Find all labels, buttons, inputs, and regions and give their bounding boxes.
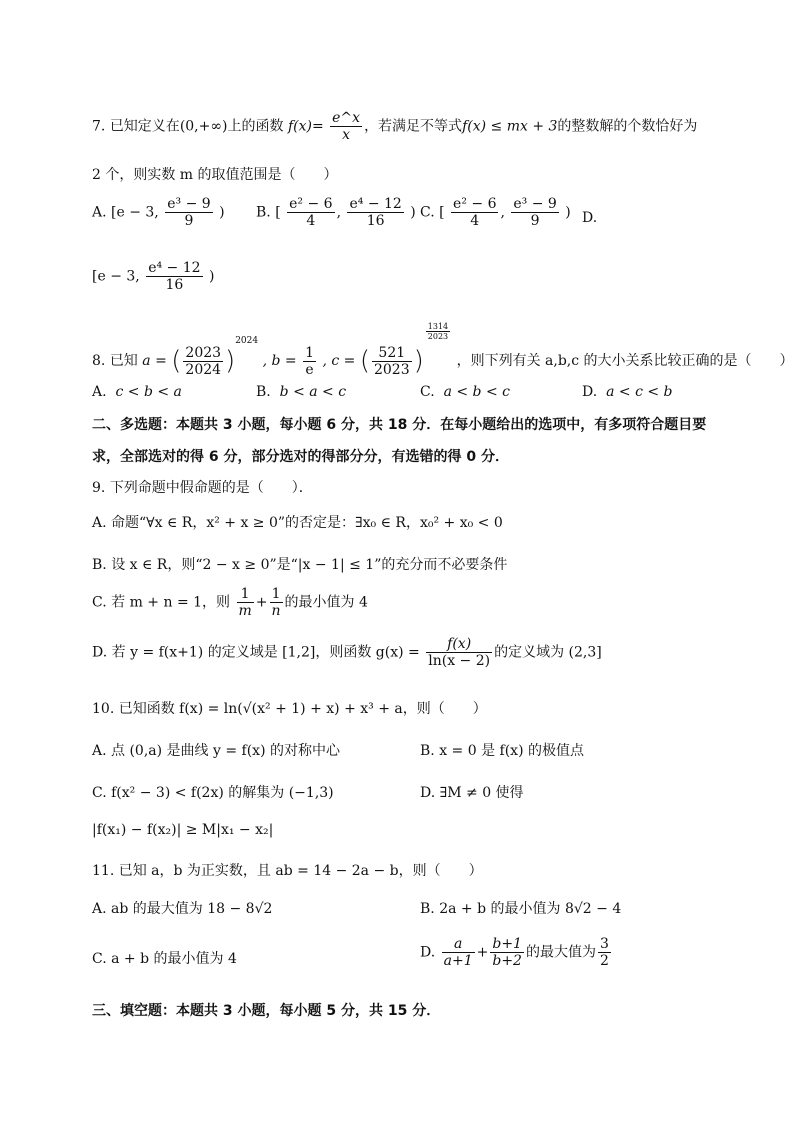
q9-option-c-plus: + (255, 594, 268, 611)
q8-a-exp: 2024 (235, 336, 259, 347)
q8-c-frac (372, 345, 412, 378)
q7-interval: (0,+∞) (179, 118, 228, 135)
q8-option-c (420, 384, 510, 400)
q7-option-d-frac (146, 260, 202, 293)
q7-option-d-left: [e − 3, (92, 268, 140, 285)
q7-option-b: B. [ $\frac{\text{e² − 6}}{4}$ , $\frac{\text{e⁴ − 12}}{16}$ ) (256, 196, 416, 230)
q8-c-def: , c = (322, 353, 356, 370)
q10-number: 10. (92, 701, 115, 717)
q8-stem-b: ，则下列有关 a,b,c 的大小关系比较正确的是（ ） (456, 353, 794, 370)
q11-option-c-text: a + b 的最小值为 4 (111, 951, 237, 967)
q8-c-exp-num: 1314 (427, 322, 449, 331)
q8-option-d (582, 384, 673, 400)
q8-option-a-text: c < b < a (115, 384, 182, 400)
q10-option-a-text: 点 (0,a) 是曲线 y = f(x) 的对称中心 (111, 743, 340, 759)
q10-option-b-text: x = 0 是 f(x) 的极值点 (439, 743, 584, 759)
q7-option-c-n2: e³ − 9 (513, 196, 557, 212)
q7-option-b-label: B. (256, 204, 271, 221)
q11-option-d-d3: 2 (599, 953, 609, 970)
section2-heading-line2: 求，全部选对的得 6 分，部分选对的得部分分，有选错的得 0 分． (92, 449, 509, 465)
q7-option-a-frac (165, 196, 212, 229)
q11-option-d-frac1 (442, 936, 475, 969)
q9-option-c-n2: 1 (270, 586, 283, 603)
q8-b-num: 1 (305, 344, 314, 361)
q8-b-frac (303, 345, 316, 378)
q9-option-c-pre: 若 m + n = 1，则 (111, 594, 231, 611)
q8-option-d-text: a < c < b (606, 384, 673, 400)
q7-option-c-frac1 (451, 196, 498, 229)
q7-option-c-left: [ (439, 204, 445, 221)
q7-option-a-den: 9 (184, 213, 194, 230)
q7-stem-a: 已知定义在 (109, 118, 180, 135)
q9-number: 9. (92, 480, 106, 496)
q7-func-den: x (342, 127, 351, 144)
q11-option-a (92, 898, 272, 918)
q9-stem-text: 下列命题中假命题的是（ ）． (109, 480, 313, 496)
q10-option-a (92, 740, 340, 760)
q7-option-a (92, 196, 225, 229)
q11-option-a-text: ab 的最大值为 18 − 8√2 (111, 901, 273, 917)
q7-option-b-d2: 16 (366, 213, 385, 230)
q8-stem: 8. 已知 a = ( $\frac{2023}{2024}$ )$^{2024}$ , b = $\frac{1}{e}$ , c = ( $\frac{521}{2023}$ ) $\frac{1314}{2023}$ ，则下列有关 a,b,c 的大小关系比较正确的是（ ） (92, 322, 794, 378)
q11-option-b (420, 898, 621, 918)
q9-option-a (92, 512, 734, 532)
q11-stem-text: 已知 a，b 为正实数，且 ab = 14 − 2a − b，则（ ） (118, 863, 483, 879)
q7-ineq: f(x) ≤ mx + 3 (462, 118, 558, 135)
q11-option-b-text: 2a + b 的最小值为 8√2 − 4 (439, 901, 622, 917)
q9-option-c-post: 的最小值为 4 (284, 594, 368, 611)
q8-option-b (256, 384, 346, 400)
q10-option-d-cont: |f(x₁) − f(x₂)| ≥ M|x₁ − x₂| (92, 822, 274, 838)
q10-option-d-text: ∃M ≠ 0 使得 (439, 785, 524, 801)
q7-option-b-d1: 4 (306, 213, 316, 230)
q8-a-den: 2024 (185, 361, 222, 378)
q7-option-c: C. [ $\frac{\text{e² − 6}}{4}$ , $\frac{\text{e³ − 9}}{9}$ ) (420, 196, 571, 230)
q7-option-d-num: e⁴ − 12 (148, 260, 201, 276)
q9-option-b-label: B. (92, 557, 107, 573)
q9-option-c-n1: 1 (237, 586, 254, 603)
q8-b-den: e (305, 361, 314, 378)
q8-option-c-label: C. (420, 384, 435, 400)
q9-option-a-label: A. (92, 515, 107, 531)
q7-option-a-num: e³ − 9 (167, 196, 211, 212)
q10-option-b (420, 740, 584, 760)
q9-option-c-d1: m (238, 603, 252, 620)
q8-c-den: 2023 (373, 361, 410, 378)
q10-stem (92, 698, 734, 718)
q11-option-b-label: B. (420, 901, 435, 917)
q7-option-b-n1: e² − 6 (289, 196, 333, 212)
q8-c-num: 521 (372, 345, 412, 362)
q7-option-c-n1: e² − 6 (453, 196, 497, 212)
q11-option-d-frac2 (490, 936, 524, 969)
q10-option-d (420, 782, 524, 802)
q9-option-c-frac2 (270, 586, 283, 619)
q7-option-a-label: A. (92, 204, 107, 221)
q7-option-a-left: [e − 3, (111, 204, 159, 221)
q9-option-d-num: f(x) (426, 636, 492, 653)
q9-option-c-label: C. (92, 594, 107, 611)
q7-option-d-label: D. (582, 210, 598, 226)
q10-option-b-label: B. (420, 743, 435, 759)
q11-option-c-label: C. (92, 951, 107, 967)
q7-stem-d: 的整数解的个数恰好为 (557, 118, 698, 135)
q7-option-d (92, 260, 214, 293)
q10-stem-text: 已知函数 f(x) = ln(√(x² + 1) + x) + x³ + a，则（ ） (118, 701, 487, 717)
q8-b-def: , b = (262, 353, 297, 370)
q9-option-d-post: 的定义域为 (2,3] (494, 644, 602, 661)
q8-c-exp (426, 322, 450, 341)
q11-option-d-d2: b+2 (492, 953, 522, 970)
q8-option-d-label: D. (582, 384, 598, 400)
q9-option-d-frac (426, 636, 492, 669)
q11-option-d-frac3 (598, 936, 611, 969)
q11-option-d (420, 936, 613, 969)
q7-option-b-right: ) (410, 204, 416, 221)
q9-option-c-frac1 (237, 586, 254, 619)
q9-option-d-den: ln(x − 2) (428, 653, 491, 670)
q11-option-d-n2: b+1 (492, 936, 522, 952)
q9-option-d-label: D. (92, 644, 108, 661)
q11-option-d-d1: a+1 (443, 953, 473, 970)
q7-option-c-right: ) (565, 204, 571, 221)
q7-option-c-d2: 9 (530, 213, 540, 230)
q11-option-d-mid: 的最大值为 (525, 944, 596, 961)
q9-option-d (92, 636, 734, 669)
q11-option-d-n1: a (442, 936, 475, 953)
section3-heading: 三、填空题：本题共 3 小题，每小题 5 分，共 15 分． (92, 1003, 441, 1019)
q7-stem-line2: 2 个，则实数 m 的取值范围是（ ） (92, 167, 338, 183)
q8-c-exp-den: 2023 (427, 332, 449, 342)
q9-option-d-pre: 若 y = f(x+1) 的定义域是 [1,2]，则函数 g(x) = (111, 644, 420, 661)
q10-option-a-label: A. (92, 743, 107, 759)
q10-option-d-label: D. (420, 785, 436, 801)
q10-option-c (92, 782, 334, 802)
q8-number: 8. (92, 353, 106, 370)
q7-option-b-left: [ (275, 204, 281, 221)
q9-stem (92, 477, 734, 497)
q7-option-d-right: ) (209, 268, 215, 285)
q7-func-num: e^x (332, 110, 361, 126)
q11-number: 11. (92, 863, 115, 879)
q7-option-a-right: ) (219, 204, 225, 221)
q8-option-c-text: a < b < c (443, 384, 510, 400)
q8-option-a-label: A. (92, 384, 107, 400)
q7-option-d-den: 16 (165, 277, 184, 294)
q8-option-b-label: B. (256, 384, 271, 400)
q7-option-c-label: C. (420, 204, 435, 221)
section2-heading-line1: 二、多选题：本题共 3 小题，每小题 6 分，共 18 分．在每小题给出的选项中，有多项符合题目要 (92, 417, 707, 433)
q8-a-frac (183, 345, 223, 378)
q9-option-c (92, 586, 734, 619)
q8-option-a (92, 384, 182, 400)
q8-a-def: a = (142, 353, 167, 370)
q9-option-b-text: 设 x ∈ R，则“2 − x ≥ 0”是“|x − 1| ≤ 1”的充分而不必要条件 (111, 557, 508, 573)
q7-stem-b: 上的函数 (227, 118, 284, 135)
q11-option-d-plus: + (476, 944, 489, 961)
q7-stem-c: ，若满足不等式 (364, 118, 463, 135)
q10-option-c-label: C. (92, 785, 107, 801)
q7-option-b-frac1 (287, 196, 334, 229)
q8-stem-a: 已知 (109, 353, 138, 370)
q9-option-c-d2: n (271, 603, 281, 620)
q8-a-num: 2023 (185, 344, 222, 361)
q7-number: 7. (92, 118, 106, 135)
q7-func: f(x)= (287, 118, 324, 135)
q7-option-b-n2: e⁴ − 12 (349, 196, 402, 212)
q11-option-a-label: A. (92, 901, 107, 917)
q7-option-c-d1: 4 (470, 213, 480, 230)
q9-option-a-text: 命题“∀x ∈ R，x² + x ≥ 0”的否定是：∃x₀ ∈ R，x₀² + x₀ < 0 (111, 515, 503, 531)
q7-option-d-label-wrap (582, 210, 597, 226)
q11-option-c (92, 948, 237, 968)
q7-func-fraction (330, 110, 362, 143)
q10-option-c-text: f(x² − 3) < f(2x) 的解集为 (−1,3) (111, 785, 334, 801)
q11-option-d-label: D. (420, 944, 436, 961)
q11-stem (92, 860, 734, 880)
q11-option-d-n3: 3 (599, 936, 609, 952)
q9-option-b (92, 554, 734, 574)
q8-option-b-text: b < a < c (279, 384, 347, 400)
q7-option-b-frac2 (347, 196, 403, 229)
q7-stem-line1 (92, 110, 734, 143)
q7-option-c-frac2 (511, 196, 558, 229)
